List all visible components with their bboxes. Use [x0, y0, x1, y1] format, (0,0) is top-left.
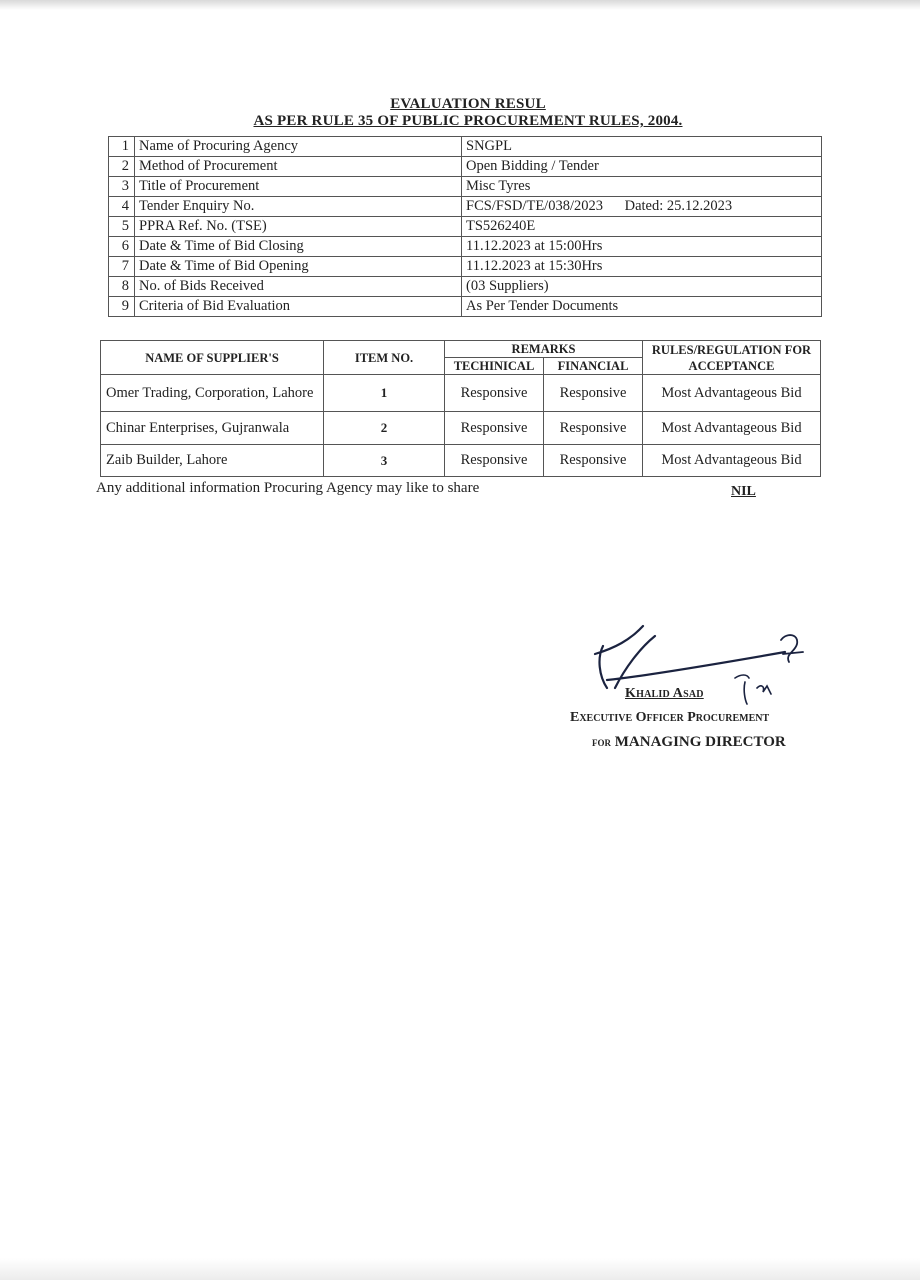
info-row-number: 1	[109, 137, 135, 157]
info-row-label: Name of Procuring Agency	[135, 137, 462, 157]
table-header-row	[101, 341, 821, 358]
supplier-name: Chinar Enterprises, Gujranwala	[101, 412, 324, 445]
document-subtitle: AS PER RULE 35 OF PUBLIC PROCUREMENT RULES, 2004.	[253, 113, 683, 129]
info-row-label: Criteria of Bid Evaluation	[135, 297, 462, 317]
info-row-number: 4	[109, 197, 135, 217]
signatory-name: Khalid Asad	[625, 686, 704, 701]
technical-remark: Responsive	[445, 445, 544, 477]
info-row-label: Tender Enquiry No.	[135, 197, 462, 217]
tender-dated: Dated: 25.12.2023	[624, 198, 733, 214]
info-row	[109, 277, 822, 297]
info-row-number: 9	[109, 297, 135, 317]
info-row-number: 3	[109, 177, 135, 197]
info-row-number: 8	[109, 277, 135, 297]
info-row	[109, 217, 822, 237]
signatory-title: Executive Officer Procurement	[570, 710, 770, 725]
document-title: EVALUATION RESUL	[390, 96, 546, 112]
info-row-number: 2	[109, 157, 135, 177]
table-row	[101, 412, 821, 445]
technical-remark: Responsive	[445, 412, 544, 445]
info-row	[109, 177, 822, 197]
supplier-name: Zaib Builder, Lahore	[101, 445, 324, 477]
item-number: 1	[324, 375, 445, 412]
additional-info-label: Any additional information Procuring Agency may like to share	[96, 480, 480, 496]
page-bottom-edge	[0, 1258, 920, 1280]
info-row	[109, 257, 822, 277]
tender-enquiry-number: FCS/FSD/TE/038/2023	[466, 198, 603, 214]
header-financial: FINANCIAL	[544, 358, 643, 375]
info-row-value: 11.12.2023 at 15:30Hrs	[462, 257, 822, 277]
header-item-no: ITEM NO.	[324, 341, 445, 375]
info-row-label: Title of Procurement	[135, 177, 462, 197]
info-row-label: PPRA Ref. No. (TSE)	[135, 217, 462, 237]
info-row-label: Date & Time of Bid Closing	[135, 237, 462, 257]
info-row-value: TS526240E	[462, 217, 822, 237]
item-number: 3	[324, 445, 445, 477]
info-row-label: Method of Procurement	[135, 157, 462, 177]
header-remarks: REMARKS	[445, 341, 643, 358]
info-row-value: Misc Tyres	[462, 177, 822, 197]
info-row-value: Open Bidding / Tender	[462, 157, 822, 177]
info-row-number: 6	[109, 237, 135, 257]
info-row-value: (03 Suppliers)	[462, 277, 822, 297]
info-row-number: 5	[109, 217, 135, 237]
info-row-value: 11.12.2023 at 15:00Hrs	[462, 237, 822, 257]
info-row	[109, 137, 822, 157]
info-row-number: 7	[109, 257, 135, 277]
info-row-value-cell	[462, 197, 822, 217]
header-rules-regulation: RULES/REGULATION FOR ACCEPTANCE	[643, 341, 821, 375]
procurement-info-table	[108, 136, 822, 317]
acceptance-rule: Most Advantageous Bid	[643, 375, 821, 412]
supplier-name: Omer Trading, Corporation, Lahore	[101, 375, 324, 412]
header-technical: TECHINICAL	[445, 358, 544, 375]
acceptance-rule: Most Advantageous Bid	[643, 445, 821, 477]
financial-remark: Responsive	[544, 412, 643, 445]
item-number: 2	[324, 412, 445, 445]
info-row-label: Date & Time of Bid Opening	[135, 257, 462, 277]
header-supplier-name: NAME OF SUPPLIER'S	[101, 341, 324, 375]
additional-info-value: NIL	[731, 484, 756, 499]
signatory-for-text: MANAGING DIRECTOR	[614, 734, 786, 750]
signatory-for-prefix: for	[592, 734, 611, 749]
supplier-evaluation-table	[100, 340, 821, 477]
info-row-label: No. of Bids Received	[135, 277, 462, 297]
signatory-for-line	[592, 734, 786, 751]
info-row	[109, 157, 822, 177]
page-top-edge	[0, 0, 920, 10]
table-row	[101, 375, 821, 412]
info-row	[109, 197, 822, 217]
info-row-value: SNGPL	[462, 137, 822, 157]
table-row	[101, 445, 821, 477]
financial-remark: Responsive	[544, 375, 643, 412]
info-row	[109, 237, 822, 257]
info-row	[109, 297, 822, 317]
acceptance-rule: Most Advantageous Bid	[643, 412, 821, 445]
technical-remark: Responsive	[445, 375, 544, 412]
info-row-value: As Per Tender Documents	[462, 297, 822, 317]
financial-remark: Responsive	[544, 445, 643, 477]
